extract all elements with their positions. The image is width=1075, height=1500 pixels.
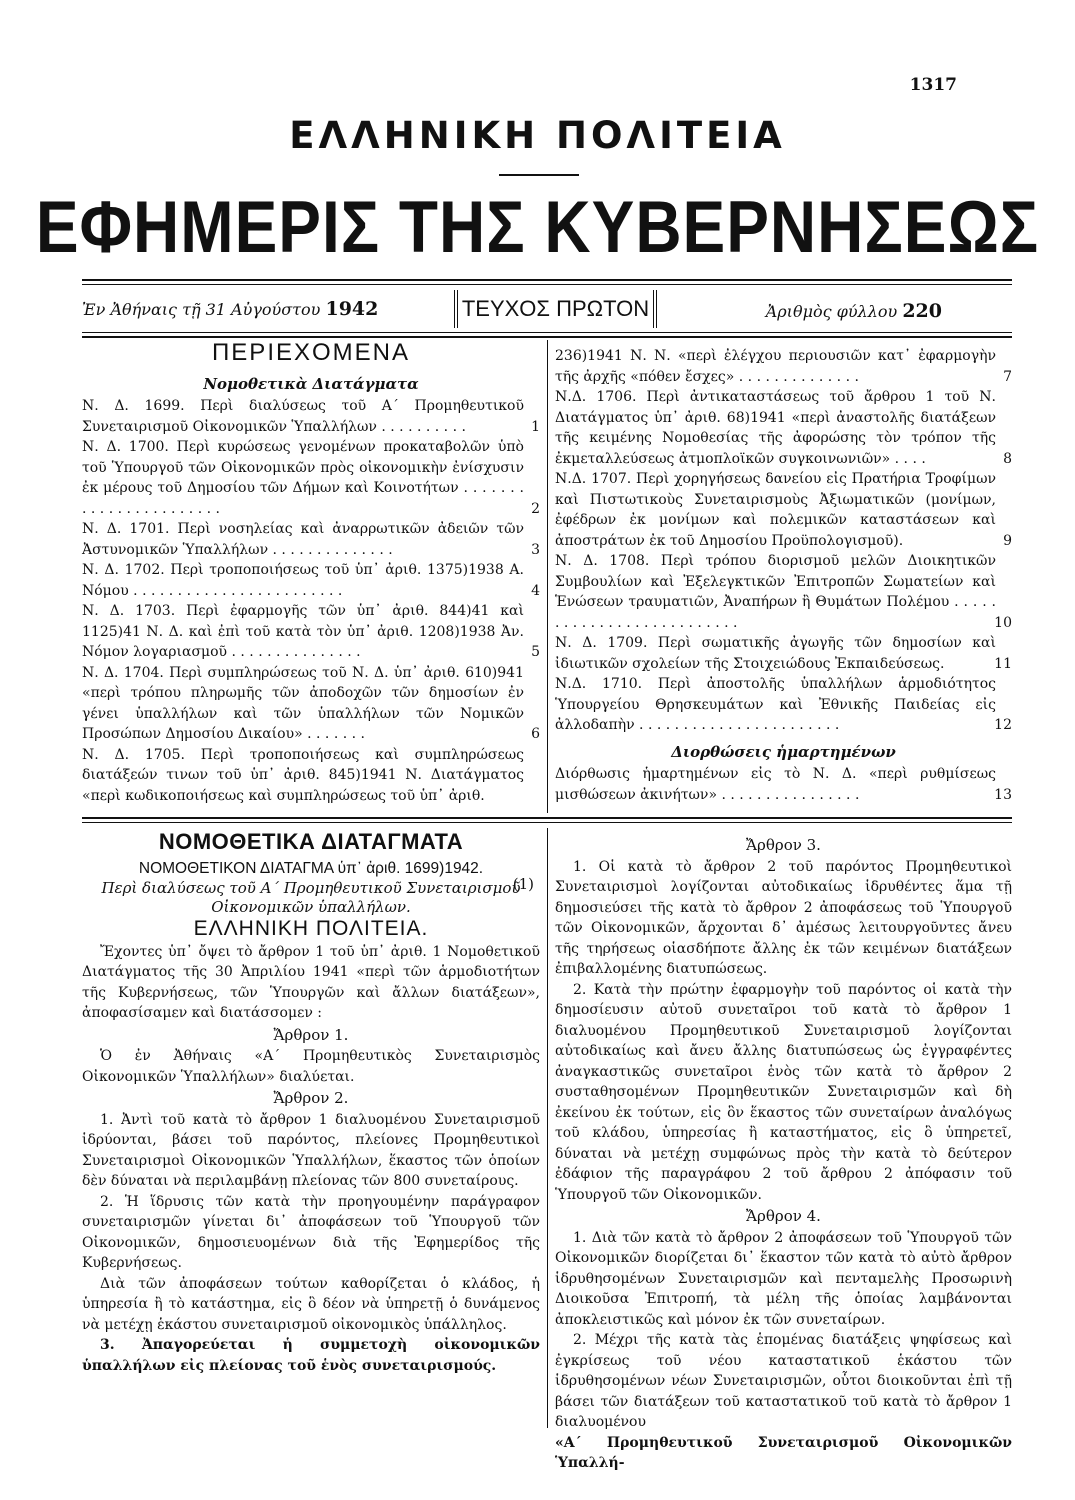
- toc-right-column: [555, 346, 1012, 805]
- state-line: ΕΛΛΗΝΙΚΗ ΠΟΛΙΤΕΙΑ.: [193, 917, 429, 940]
- toc-entry-text: Ν.Δ. 1707. Περὶ χορηγήσεως δανείου εἰς Πρατήρια Τροφίμων καὶ Πιστωτικοὺς Συνεταιρισμοὺς Ἀξιωματικῶν (μονίμων, ἐφέδρων ἐκ μονίμων καὶ πολεμικῶν καταστάσεων καὶ ἀποστράτων ἐκ τοῦ Δημοσίου Προϋπολογισμοῦ).: [555, 471, 996, 549]
- dateline: [82, 290, 1012, 330]
- toc-entry-page: 6: [531, 726, 540, 742]
- toc-entry: [555, 764, 1012, 805]
- toc-right-list: [555, 346, 1012, 736]
- toc-title: ΠΕΡΙΕΧΟΜΕΝΑ: [211, 339, 411, 366]
- toc-rule-bottom-thin: [82, 822, 1012, 823]
- article-4-title: Ἄρθρον 4.: [746, 1207, 821, 1225]
- toc-entry-page: 8: [1003, 450, 1012, 467]
- article-3-paragraph: 1. Οἱ κατὰ τὸ ἄρθρον 2 τοῦ παρόντος Προμηθευτικοὶ Συνεταιρισμοὶ λογίζονται αὐτοδικαίως ἱδρυθέντες ἅμα τῇ δημοσιεύσει τῆς κατὰ τὸ ἄρθρον 2 ἀποφάσεως τοῦ Ὑπουργοῦ τῶν Οἰκονομικῶν, ἄρχονται δ᾿ ἀμέσως λειτουργοῦντες ἄνευ τῆς τηρήσεως οἱασδήποτε ἄλλης ἐκ τῶν κειμένων διατάξεων ἐπιβαλλομένης διατυπώσεως.: [555, 858, 1012, 977]
- article-2-title: Ἄρθρον 2.: [273, 1089, 349, 1107]
- masthead-rule-top: [82, 279, 1012, 281]
- toc-entry-page: 1: [531, 418, 540, 435]
- issue-date: Ἐν Ἀθήναις τῇ 31 Αὐγούστου 1942: [82, 298, 379, 320]
- toc-entry: [82, 663, 540, 745]
- toc-entry-text: Ν. Δ. 1701. Περὶ νοσηλείας καὶ ἀναρρωτικῶν ἀδειῶν τῶν Ἀστυνομικῶν Ὑπαλλήλων . . . . . . . . . . . . . .: [82, 521, 524, 558]
- toc-entry-page: 12: [994, 717, 1012, 733]
- toc-entry-page: 11: [994, 655, 1012, 672]
- toc-section-decrees: Νομοθετικὰ Διατάγματα: [203, 374, 419, 393]
- article-1-text: Ὁ ἐν Ἀθήναις «Α΄ Προμηθευτικὸς Συνεταιρισμὸς Οἰκονομικῶν Ὑπαλλήλων» διαλύεται.: [82, 1048, 540, 1085]
- toc-entry: [555, 387, 1012, 469]
- toc-entry: [82, 437, 540, 519]
- page-number: 1317: [909, 75, 957, 95]
- toc-column-divider: [547, 340, 548, 813]
- toc-entry-text: 236)1941 Ν. Ν. «περὶ ἐλέγχου περιουσιῶν κατ᾿ ἐφαρμογὴν τῆς ἀρχῆς «πόθεν ἔσχες» . . . . . . . . . . . . . .: [555, 348, 996, 385]
- footnote-mark: (1): [512, 875, 534, 893]
- body-left-column: [82, 829, 540, 1376]
- article-4-continuation: «Α΄ Προμηθευτικοῦ Συνεταιρισμοῦ Οἰκονομικῶν Ὑπαλλή-: [555, 1434, 1012, 1471]
- gazette-title: ΕΦΗΜΕΡΙΣ ΤΗΣ ΚΥΒΕΡΝΗΣΕΩΣ: [35, 185, 1040, 268]
- title-divider: [499, 174, 579, 176]
- decree-title: ΝΟΜΟΘΕΤΙΚΟΝ ΔΙΑΤΑΓΜΑ ὑπ᾿ ἀριθ. 1699)1942.: [138, 859, 484, 877]
- toc-entry: [555, 674, 1012, 736]
- toc-entry: [82, 396, 540, 437]
- body-column-divider: [547, 828, 548, 1428]
- issue-label: ΤΕΥΧΟΣ ΠΡΩΤΟΝ: [454, 290, 657, 328]
- preamble: Ἔχοντες ὑπ᾿ ὄψει τὸ ἄρθρον 1 τοῦ ὑπ᾿ ἀριθ. 1 Νομοθετικοῦ Διατάγματος τῆς 30 Ἀπριλίου 1941 «περὶ τῶν ἁρμοδιοτήτων τῆς Κυβερνήσεως, τῶν Ὑπουργῶν καὶ ἄλλων διατάξεων», ἀποφασίσαμεν καὶ διατάσσομεν :: [82, 943, 540, 1021]
- toc-entry-page: 13: [994, 786, 1012, 803]
- article-4-paragraph: 2. Μέχρι τῆς κατὰ τὰς ἑπομένας διατάξεις ψηφίσεως καὶ ἐγκρίσεως τοῦ νέου καταστατικοῦ ἑκάστου τῶν ἱδρυθησομένων νέων Συνεταιρισμῶν, οὗτοι διοικοῦνται ἐπὶ τῇ βάσει τῶν διατάξεων τοῦ καταστατικοῦ τοῦ κατὰ τὸ ἄρθρον 1 διαλυομένου: [555, 1332, 1012, 1430]
- toc-entry-text: Ν. Δ. 1708. Περὶ τρόπου διορισμοῦ μελῶν Διοικητικῶν Συμβουλίων καὶ Ἐξελεγκτικῶν Ἐπιτροπῶν Σωματείων καὶ Ἑνώσεων τραυματιῶν, Ἀναπήρων ἢ Θυμάτων Πολέμου . . . . . . . . . . . . . . . . . . . . . . . . . .: [555, 553, 996, 631]
- toc-entry-text: Ν. Δ. 1704. Περὶ συμπληρώσεως τοῦ Ν. Δ. ὑπ᾿ ἀριθ. 610)941 «περὶ τρόπου πληρωμῆς τῶν ἀποδοχῶν τῶν δημοσίων ἐν γένει ὑπαλλήλων καὶ τῶν ὑπαλλήλων τῶν Νομικῶν Προσώπων Δημοσίου Δικαίου» . . . . . . .: [82, 664, 524, 742]
- toc-left-list: [82, 396, 540, 806]
- article-4-paragraph: 1. Διὰ τῶν κατὰ τὸ ἄρθρον 2 ἀποφάσεων τοῦ Ὑπουργοῦ τῶν Οἰκονομικῶν διορίζεται δι᾿ ἕκαστον τῶν κατὰ τὸ αὐτὸ ἄρθρον ἱδρυθησομένων Συνεταιρισμῶν καὶ πενταμελὴς Προσωρινὴ Διοικοῦσα Ἐπιτροπή, τὰ μέλη τῆς ὁποίας λαμβάνονται ἀποκλειστικῶς καὶ μόνον ἐκ τῶν συνεταίρων.: [555, 1229, 1012, 1328]
- toc-entry: [555, 346, 1012, 387]
- toc-entry: [555, 633, 1012, 674]
- toc-entry-page: 3: [531, 541, 540, 558]
- article-2-paragraph: 2. Ἡ ἵδρυσις τῶν κατὰ τὴν προηγουμένην παράγραφον συνεταιρισμῶν γίνεται δι᾿ ἀποφάσεων τοῦ Ὑπουργοῦ τῶν Οἰκονομικῶν, δημοσιευομένων διὰ τῆς Ἐφημερίδος τῆς Κυβερνήσεως.: [82, 1193, 540, 1271]
- toc-entry-text: Ν. Δ. 1705. Περὶ τροποποιήσεως καὶ συμπληρώσεως διατάξεών τινων τοῦ ὑπ᾿ ἀριθ. 845)1941 Ν. Διατάγματος «περὶ κωδικοποιήσεως καὶ συμπληρώσεως τοῦ ὑπ᾿ ἀριθ.: [82, 746, 524, 804]
- toc-entry: [82, 601, 540, 663]
- masthead-rule-bottom: [82, 336, 1012, 338]
- toc-entry-text: Ν. Δ. 1709. Περὶ σωματικῆς ἀγωγῆς τῶν δημοσίων καὶ ἰδιωτικῶν σχολείων τῆς Στοιχειώδους Ἐκπαιδεύσεως.: [555, 635, 996, 672]
- toc-entry: [82, 519, 540, 560]
- toc-entry-page: 10: [994, 614, 1012, 631]
- toc-entry-text: Ν. Δ. 1700. Περὶ κυρώσεως γενομένων προκαταβολῶν ὑπὸ τοῦ Ὑπουργοῦ τῶν Οἰκονομικῶν πρὸς οἰκονομικὴν ἐνίσχυσιν ἐκ μέρους τοῦ Δημοσίου τῶν Δήμων καὶ Κοινοτήτων . . . . . . . . . . . . . . . . . . . . . . .: [82, 439, 524, 517]
- toc-entry-text: Ν. Δ. 1699. Περὶ διαλύσεως τοῦ Α΄ Προμηθευτικοῦ Συνεταιρισμοῦ Οἰκονομικῶν Ὑπαλλήλων . . . . . . . . . .: [82, 398, 524, 435]
- toc-entry-text: Ν. Δ. 1702. Περὶ τροποποιήσεως τοῦ ὑπ᾿ ἀριθ. 1375)1938 Α. Νόμου . . . . . . . . . . . . . . . . . . . . . . . .: [82, 562, 524, 599]
- article-2-paragraph: 1. Ἀντὶ τοῦ κατὰ τὸ ἄρθρον 1 διαλυομένου Συνεταιρισμοῦ ἱδρύονται, βάσει τοῦ παρόντος, πλείονες Προμηθευτικοὶ Συνεταιρισμοὶ Οἰκονομικῶν Ὑπαλλήλων, ἕκαστος τῶν ὁποίων δὲν δύναται νὰ περιλαμβάνῃ πλείονας τῶν 800 συνεταίρους.: [82, 1111, 540, 1189]
- toc-entry-text: Ν.Δ. 1706. Περὶ ἀντικαταστάσεως τοῦ ἄρθρου 1 τοῦ Ν. Διατάγματος ὑπ᾿ ἀριθ. 68)1941 «περὶ ἀναστολῆς διατάξεων τῆς κειμένης Νομοθεσίας τῆς ἀφορώσης τὸν τρόπον τῆς ἐκμεταλλεύσεως ἀτμοπλοϊκῶν συγκοινωνιῶν» . . . .: [555, 389, 996, 467]
- masthead-rule-bottom-thin: [82, 332, 1012, 333]
- section-title: ΝΟΜΟΘΕΤΙΚΑ ΔΙΑΤΑΓΜΑΤΑ: [158, 829, 464, 854]
- article-3-title: Ἄρθρον 3.: [746, 836, 821, 854]
- toc-entry-page: 4: [531, 582, 540, 599]
- toc-entry-text: Ν.Δ. 1710. Περὶ ἀποστολῆς ὑπαλλήλων ἁρμοδιότητος Ὑπουργείου Θρησκευμάτων καὶ Ἐθνικῆς Παιδείας εἰς ἀλλοδαπὴν . . . . . . . . . . . . . . . . . . . . . . .: [555, 676, 996, 733]
- toc-entry: [82, 560, 540, 601]
- sheet-number: Ἀριθμὸς φύλλου 220: [765, 300, 942, 322]
- state-heading: ΕΛΛΗΝΙΚΗ ΠΟΛΙΤΕΙΑ: [289, 114, 786, 157]
- decree-subtitle: Περὶ διαλύσεως τοῦ Α΄ Προμηθευτικοῦ Συνεταιρισμοῦ Οἰκονομικῶν ὑπαλλήλων.: [101, 879, 521, 916]
- toc-entry: [82, 745, 540, 807]
- toc-rule-bottom: [82, 817, 1012, 819]
- toc-section-corrections: Διορθώσεις ἡμαρτημένων: [671, 742, 896, 761]
- toc-left-column: [82, 339, 540, 806]
- body-right-column: [555, 834, 1012, 1474]
- toc-entry-page: 7: [1003, 368, 1012, 385]
- toc-entry-text: Διόρθωσις ἡμαρτημένων εἰς τὸ Ν. Δ. «περὶ ρυθμίσεως μισθώσεων ἀκινήτων» . . . . . . . . . . . . . . . .: [555, 766, 996, 803]
- toc-entry: [555, 551, 1012, 633]
- article-2-paragraph: Διὰ τῶν ἀποφάσεων τούτων καθορίζεται ὁ κλάδος, ἡ ὑπηρεσία ἢ τὸ κατάστημα, εἰς ὃ δέον νὰ ὑπηρετῇ ὁ δυνάμενος νὰ μετέχῃ ἑκάστου συνεταιρισμοῦ οἰκονομικὸς ὑπάλληλος.: [82, 1275, 540, 1333]
- article-1-title: Ἄρθρον 1.: [273, 1025, 349, 1044]
- toc-entry-page: 2: [531, 500, 540, 517]
- toc-entry-text: Ν. Δ. 1703. Περὶ ἐφαρμογῆς τῶν ὑπ᾿ ἀριθ. 844)41 καὶ 1125)41 Ν. Δ. καὶ ἐπὶ τοῦ κατὰ τὸν ὑπ᾿ ἀριθ. 1208)1938 Ἀν. Νόμον λογαριασμοῦ . . . . . . . . . . . . . . .: [82, 603, 524, 660]
- toc-entry: [555, 469, 1012, 551]
- toc-entry-page: 9: [1003, 532, 1012, 549]
- toc-entry-page: 5: [531, 644, 540, 660]
- article-2-paragraph: 3. Ἀπαγορεύεται ἡ συμμετοχὴ οἰκονομικῶν ὑπαλλήλων εἰς πλείονας τοῦ ἑνὸς συνεταιρισμούς.: [82, 1337, 540, 1374]
- article-3-paragraph: 2. Κατὰ τὴν πρώτην ἐφαρμογὴν τοῦ παρόντος οἱ κατὰ τὴν δημοσίευσιν αὐτοῦ συνεταῖροι τοῦ κατὰ τὸ ἄρθρον 1 διαλυομένου Προμηθευτικοῦ Συνεταιρισμοῦ λογίζονται αὐτοδικαίως καὶ ἄνευ ἄλλης διατυπώσεως ὡς ἐγγραφέντες ἀναγκαστικῶς συνεταῖροι ἑνὸς τῶν κατὰ τὸ ἄρθρον 2 συσταθησομένων Προμηθευτικῶν Συνεταιρισμῶν καὶ δὴ ἐκείνου ἐκ τούτων, εἰς ὃν ἕκαστος τῶν συνεταίρων ἀναλόγως τοῦ κλάδου, ὑπηρεσίας ἢ καταστήματος, εἰς ὃ ὑπηρετεῖ, δύναται νὰ μετέχῃ συμφώνως πρὸς τὴν κατὰ τὸ δεύτερον ἐδάφιον τῆς παραγράφου 2 τοῦ ἄρθρου 2 ἀπόφασιν τοῦ Ὑπουργοῦ τῶν Οἰκονομικῶν.: [555, 981, 1012, 1203]
- masthead-rule-top-thin: [82, 284, 1012, 285]
